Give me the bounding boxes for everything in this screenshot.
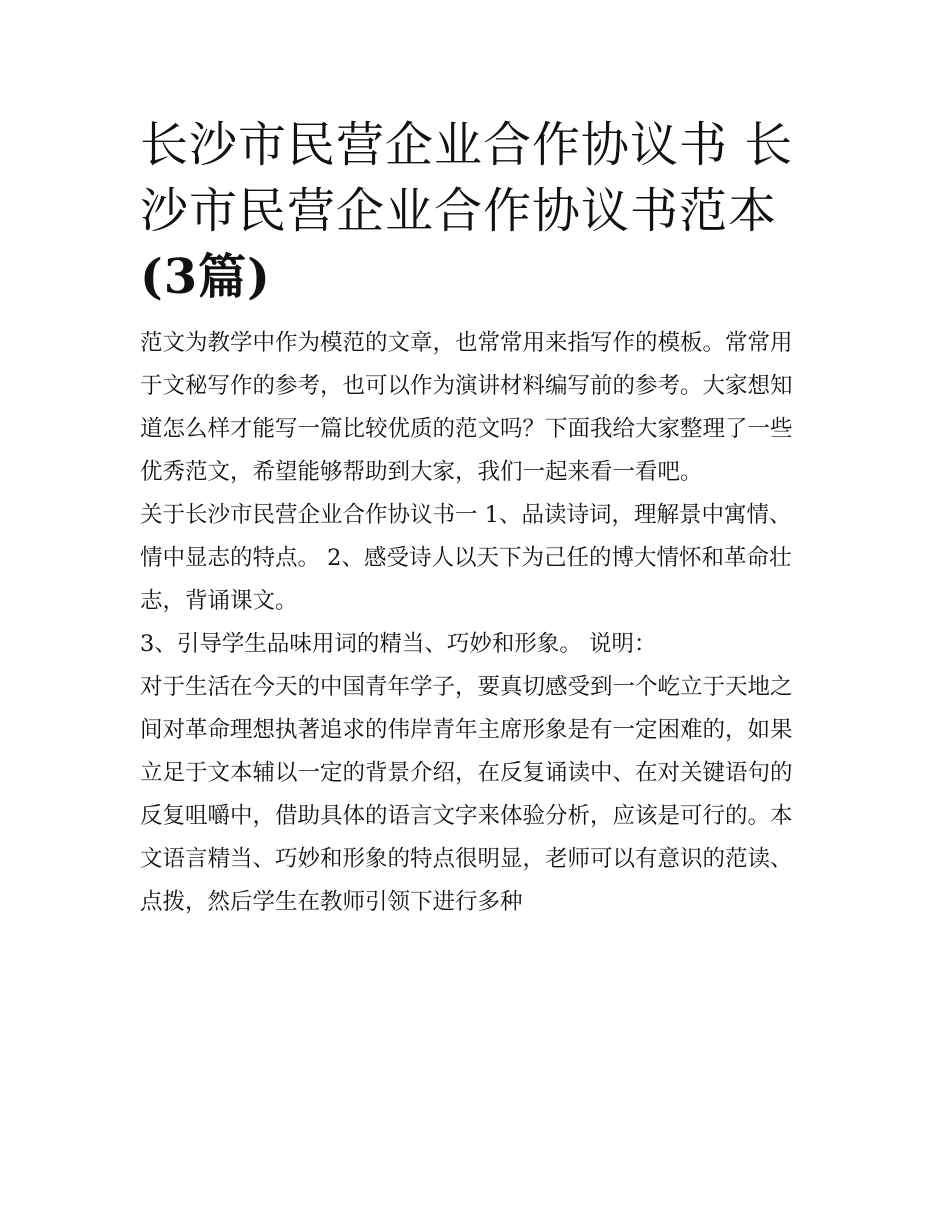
body-paragraph-objectives: 关于长沙市民营企业合作协议书一 1、品读诗词，理解景中寓情、情中显志的特点。 2、感受诗人以天下为己任的博大情怀和革命壮志，背诵课文。 — [140, 502, 792, 614]
document-page — [140, 112, 812, 924]
document-title-text: 长沙市民营企业合作协议书 长沙市民营企业合作协议书范本 — [140, 117, 794, 239]
body-paragraph-objective-3: 3、引导学生品味用词的精当、巧妙和形象。 说明： — [140, 631, 657, 657]
body-paragraph-explanation: 对于生活在今天的中国青年学子，要真切感受到一个屹立于天地之间对革命理想执著追求的伟岸青年主席形象是有一定困难的，如果立足于文本辅以一定的背景介绍，在反复诵读中、在对关键语句的反复咀嚼中，借助具体的语言文字来体验分析，应该是可行的。本文语言精当、巧妙和形象的特点很明显，老师可以有意识的范读、点拨，然后学生在教师引领下进行多种 — [140, 674, 793, 915]
document-title-suffix: (3篇) — [140, 249, 271, 305]
document-title — [140, 112, 812, 310]
body-paragraph-intro: 范文为教学中作为模范的文章，也常常用来指写作的模板。常常用于文秘写作的参考，也可以作为演讲材料编写前的参考。大家想知道怎么样才能写一篇比较优质的范文吗？下面我给大家整理了一些优秀范文，希望能够帮助到大家，我们一起来看一看吧。 — [140, 330, 793, 485]
